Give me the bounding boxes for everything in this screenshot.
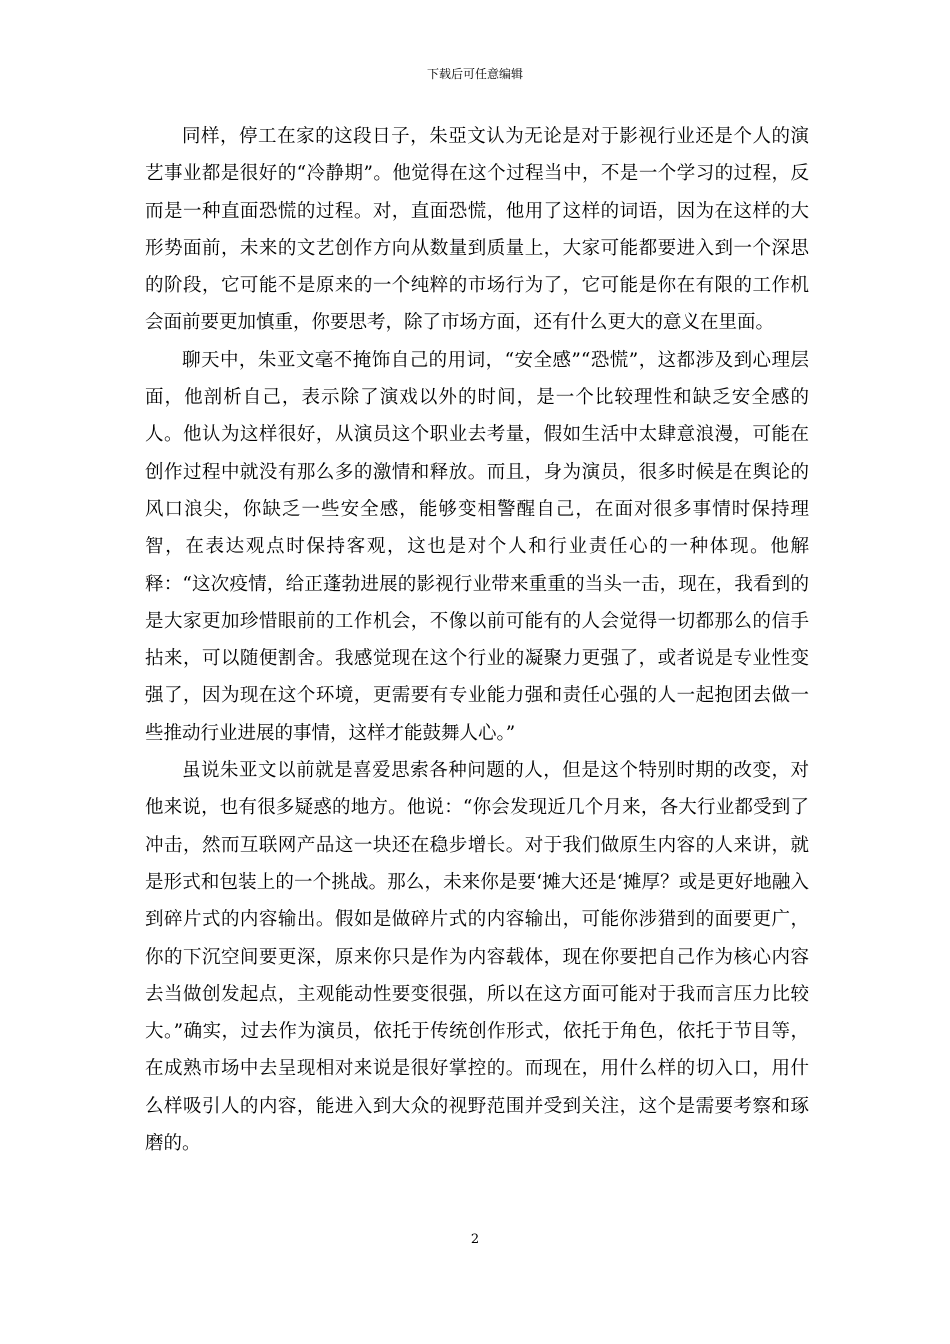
page-header: 下载后可任意编辑 <box>426 67 523 81</box>
paragraph-2: 聊天中，朱亚文毫不掩饰自己的用词，“安全感”“恐慌”，这都涉及到心理层面，他剖析自己，表示除了演戏以外的时间，是一个比较理性和缺乏安全感的人。他认为这样很好，从演员这个职业去考量，假如生活中太肆意浪漫，可能在创作过程中就没有那么多的激情和释放。而且，身为演员，很多时候是在舆论的风口浪尖，你缺乏一些安全感，能够变相警醒自己，在面对很多事情时保持理智，在表达观点时保持客观，这也是对个人和行业责任心的一种体现。他解释：“这次疫情，给正蓬勃进展的影视行业带来重重的当头一击，现在，我看到的是大家更加珍惜眼前的工作机会，不像以前可能有的人会觉得一切都那么的信手拈来，可以随便割舍。我感觉现在这个行业的凝聚力更强了，或者说是专业性变强了，因为现在这个环境，更需要有专业能力强和责任心强的人一起抱团去做一些推动行业进展的事情，这样才能鼓舞人心。” <box>145 349 809 744</box>
paragraph-1: 同样，停工在家的这段日子，朱亞文认为无论是对于影视行业还是个人的演艺事业都是很好的“冷静期”。他觉得在这个过程当中，不是一个学习的过程，反而是一种直面恐慌的过程。对，直面恐慌，他用了这样的词语，因为在这样的大形势面前，未来的文艺创作方向从数量到质量上，大家可能都要进入到一个深思的阶段，它可能不是原来的一个纯粹的市场行为了，它可能是你在有限的工作机会面前要更加慎重，你要思考，除了市场方面，还有什么更大的意义在里面。 <box>145 126 809 334</box>
document-body <box>145 118 809 1162</box>
page-number: 2 <box>470 1232 480 1247</box>
paragraph-3: 虽说朱亚文以前就是喜爱思索各种问题的人，但是这个特别时期的改变，对他来说，也有很多疑惑的地方。他说：“你会发现近几个月来，各大行业都受到了冲击，然而互联网产品这一块还在稳步增长。对于我们做原生内容的人来讲，就是形式和包装上的一个挑战。那么，未来你是要‘摊大还是‘摊厚？或是更好地融入到碎片式的内容输出。假如是做碎片式的内容输出，可能你涉猎到的面要更广，你的下沉空间要更深，原来你只是作为内容载体，现在你要把自己作为核心内容去当做创发起点，主观能动性要变很强，所以在这方面可能对于我而言压力比较大。”确实，过去作为演员，依托于传统创作形式，依托于角色，依托于节目等，在成熟市场中去呈现相对来说是很好掌控的。而现在，用什么样的切入口，用什么样吸引人的内容，能进入到大众的视野范围并受到关注，这个是需要考察和琢磨的。 <box>145 760 809 1155</box>
